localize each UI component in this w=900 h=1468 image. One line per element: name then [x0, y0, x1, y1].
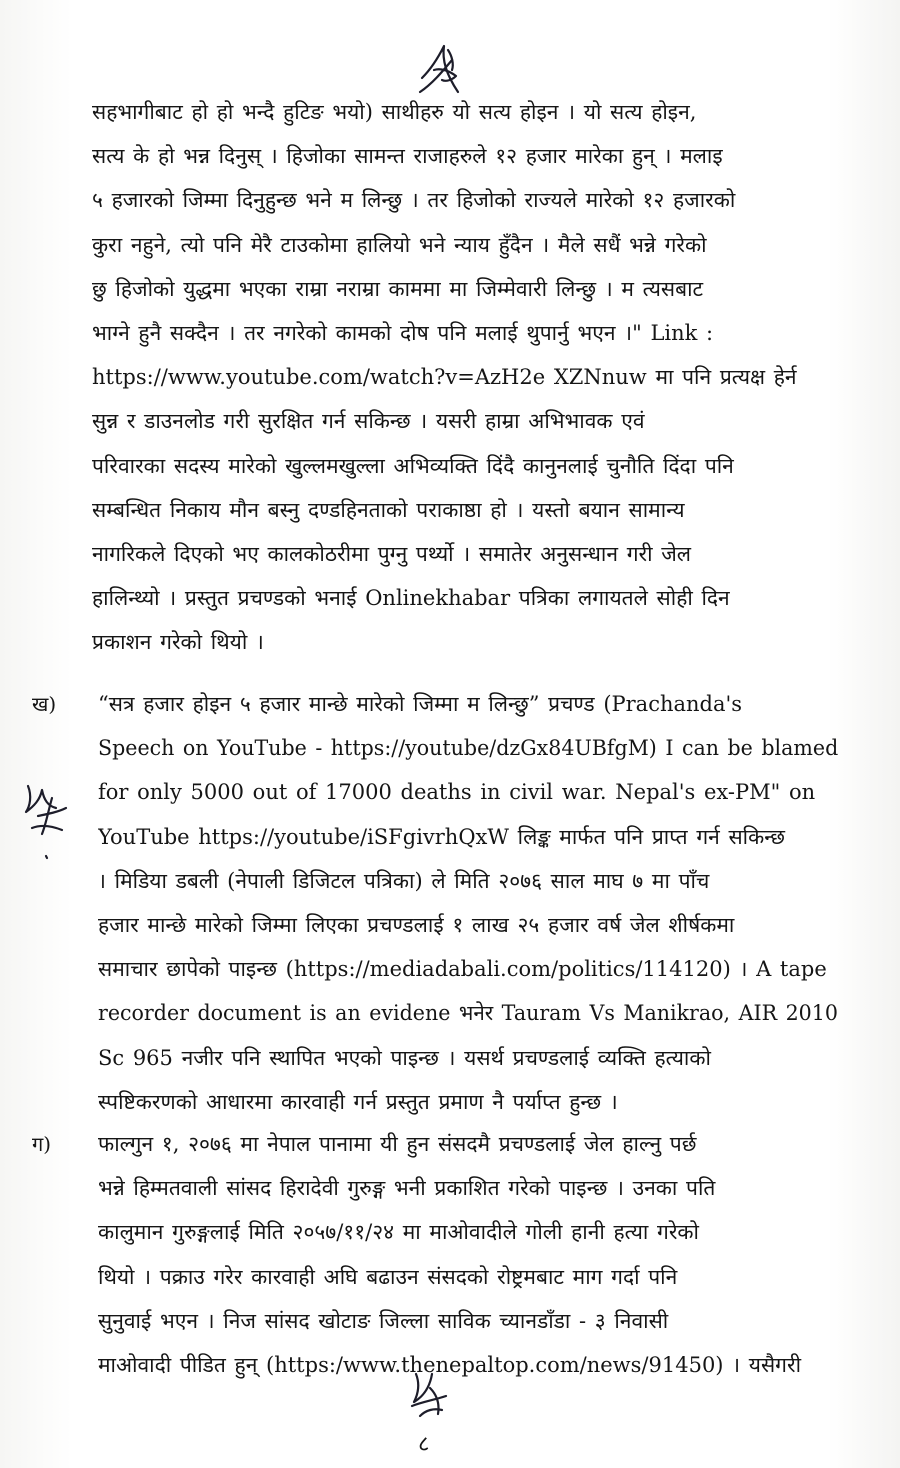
text-line: माओवादी पीडित हुन् (https:/www.thenepaltop.com/news/91450) । यसैगरी: [98, 1353, 802, 1378]
text-line: हालिन्थ्यो । प्रस्तुत प्रचण्डको भनाई Onlinekhabar पत्रिका लगायतले सोही दिन: [92, 586, 730, 611]
signature-bottom: [404, 1366, 454, 1424]
paragraph-item-kha: [98, 682, 838, 1124]
page-number: ८: [418, 1432, 430, 1457]
text-line: नागरिकले दिएको भए कालकोठरीमा पुग्नु पर्थ्यो । समातेर अनुसन्धान गरी जेल: [92, 542, 692, 567]
text-line: कालुमान गुरुङ्गलाई मिति २०५७/११/२४ मा माओवादीले गोली हानी हत्या गरेको: [98, 1220, 699, 1245]
text-line: भाग्ने हुनै सक्दैन । तर नगरेको कामको दोष पनि मलाई थुपार्नु भएन ।" Link :: [92, 321, 714, 346]
text-line: सहभागीबाट हो हो भन्दै हुटिङ भयो) साथीहरु यो सत्य होइन । यो सत्य होइन,: [92, 100, 697, 124]
paragraph-item-ga: [98, 1122, 838, 1387]
text-line: सम्बन्धित निकाय मौन बस्नु दण्डहिनताको पराकाष्ठा हो । यस्तो बयान सामान्य: [92, 497, 685, 522]
text-line: सुन्न र डाउनलोड गरी सुरक्षित गर्न सकिन्छ । यसरी हाम्रा अभिभावक एवं: [92, 409, 645, 434]
text-line: थियो । पक्राउ गरेर कारवाही अघि बढाउन संसदको रोष्ट्रमबाट माग गर्दा पनि: [98, 1264, 678, 1289]
text-line: स्पष्टिकरणको आधारमा कारवाही गर्न प्रस्तुत प्रमाण नै पर्याप्त हुन्छ ।: [98, 1089, 618, 1114]
text-line: for only 5000 out of 17000 deaths in civil war. Nepal's ex-PM" on: [98, 780, 816, 805]
text-line: “सत्र हजार होइन ५ हजार मान्छे मारेको जिम्मा म लिन्छु” प्रचण्ड (Prachanda's: [98, 692, 743, 716]
text-line: छु हिजोको युद्धमा भएका राम्रा नराम्रा काममा मा जिम्मेवारी लिन्छु । म त्यसबाट: [92, 276, 704, 301]
paragraph-continued: [92, 90, 837, 665]
text-line: प्रकाशन गरेको थियो ।: [92, 630, 264, 655]
text-line: फाल्गुन १, २०७६ मा नेपाल पानामा यी हुन संसदमै प्रचण्डलाई जेल हाल्नु पर्छ: [98, 1132, 697, 1156]
text-line: recorder document is an evidene भनेर Tauram Vs Manikrao, AIR 2010: [98, 1001, 838, 1026]
text-line: हजार मान्छे मारेको जिम्मा लिएका प्रचण्डलाई १ लाख २५ हजार वर्ष जेल शीर्षकमा: [98, 913, 735, 938]
text-line: कुरा नहुने, त्यो पनि मेरै टाउकोमा हालियो भने न्याय हुँदैन । मैले सधैं भन्ने गरेको: [92, 232, 707, 257]
text-line: YouTube https://youtube/iSFgivrhQxW लिङ्क मार्फत पनि प्राप्त गर्न सकिन्छ: [98, 824, 785, 849]
text-line: सुनुवाई भएन । निज सांसद खोटाङ जिल्ला साविक च्यानडाँडा - ३ निवासी: [98, 1308, 669, 1333]
item-marker-ga: ग): [32, 1132, 52, 1156]
text-line: Sc 965 नजीर पनि स्थापित भएको पाइन्छ । यसर्थ प्रचण्डलाई व्यक्ति हत्याको: [98, 1045, 711, 1070]
text-line: सत्य के हो भन्न दिनुस् । हिजोका सामन्त राजाहरुले १२ हजार मारेका हुन् । मलाइ: [92, 144, 723, 169]
text-line: Speech on YouTube - https://youtube/dzGx84UBfgM) I can be blamed: [98, 736, 838, 761]
text-line: परिवारका सदस्य मारेको खुल्लमखुल्ला अभिव्यक्ति दिंदै कानुनलाई चुनौति दिंदा पनि: [92, 453, 734, 478]
text-line: ५ हजारको जिम्मा दिनुहुन्छ भने म लिन्छु । तर हिजोको राज्यले मारेको १२ हजारको: [92, 188, 736, 213]
text-line: । मिडिया डबली (नेपाली डिजिटल पत्रिका) ले मिति २०७६ साल माघ ७ मा पाँच: [98, 868, 710, 893]
text-line: समाचार छापेको पाइन्छ (https://mediadabali.com/politics/114120) । A tape: [98, 957, 827, 982]
signature-left-margin: [18, 772, 74, 864]
text-line: भन्ने हिम्मतवाली सांसद हिरादेवी गुरुङ्ग भनी प्रकाशित गरेको पाइन्छ । उनका पति: [98, 1176, 716, 1201]
item-marker-kha: ख): [32, 692, 57, 716]
text-line: https://www.youtube.com/watch?v=AzH2e XZNnuw मा पनि प्रत्यक्ष हेर्न: [92, 365, 797, 390]
